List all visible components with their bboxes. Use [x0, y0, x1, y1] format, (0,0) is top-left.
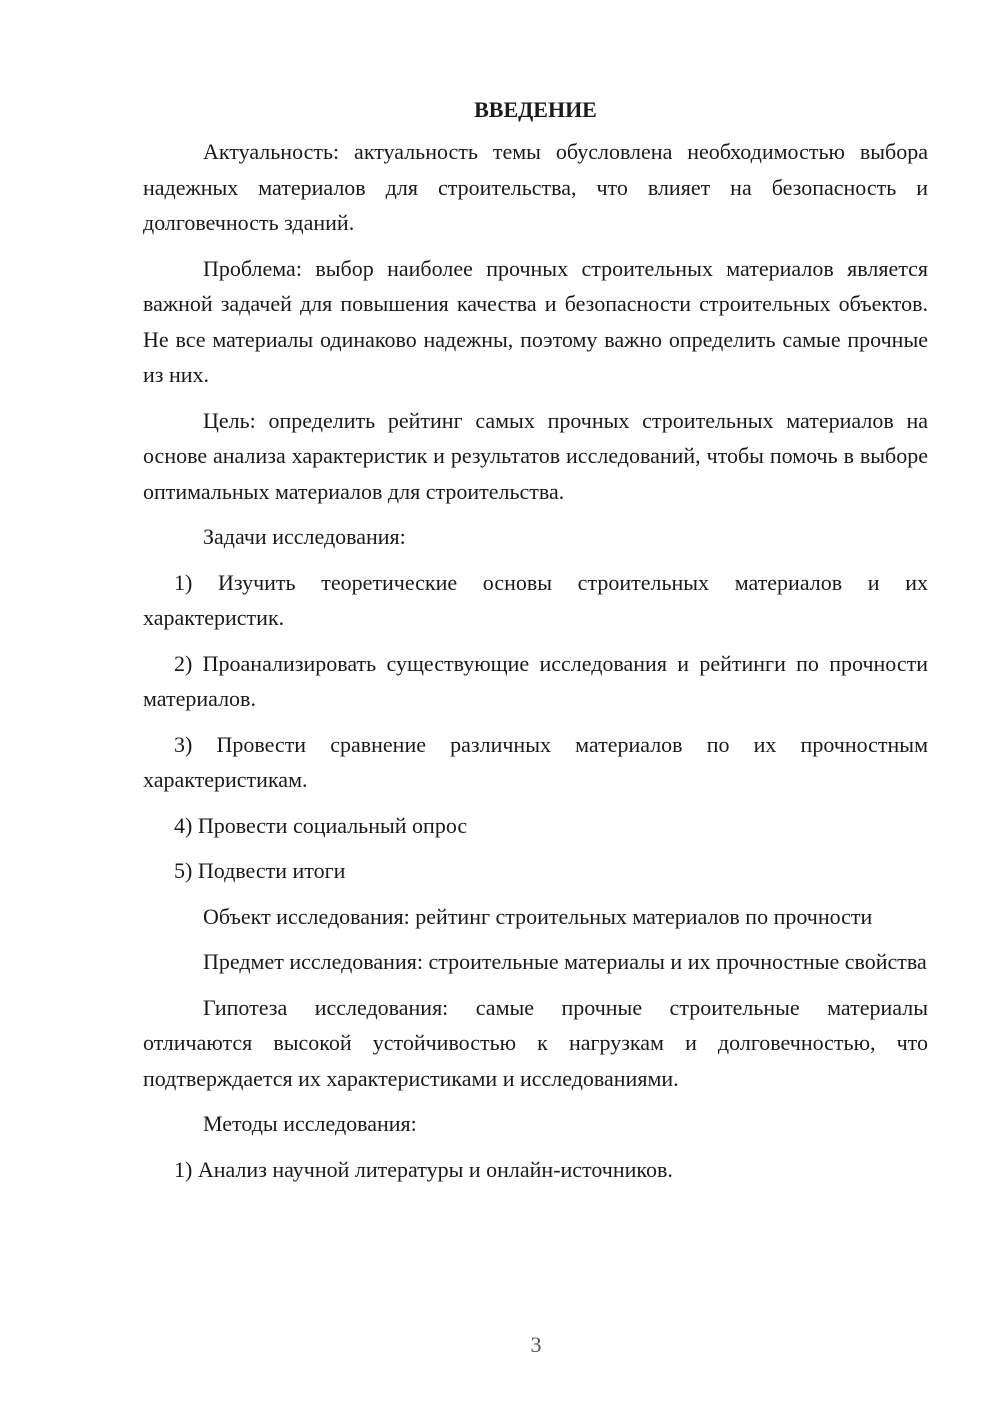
task-item-2: 2) Проанализировать существующие исследования и рейтинги по прочности материалов. — [143, 650, 928, 711]
document-page — [143, 92, 928, 1197]
tasks-heading: Задачи исследования: — [203, 524, 406, 549]
goal-paragraph: Цель: определить рейтинг самых прочных строительных материалов на основе анализа характеристик и результатов исследований, чтобы помочь в выборе оптимальных материалов для строительства. — [143, 407, 928, 504]
methods-heading: Методы исследования: — [203, 1111, 417, 1136]
relevance-paragraph: Актуальность: актуальность темы обусловлена необходимостью выбора надежных материалов для строительства, что влияет на безопасность и долговечность зданий. — [143, 139, 928, 235]
task-item-3: 3) Провести сравнение различных материалов по их прочностным характеристикам. — [143, 731, 928, 792]
task-item-4: 4) Провести социальный опрос — [174, 812, 468, 838]
page-title: ВВЕДЕНИЕ — [474, 97, 597, 122]
problem-paragraph: Проблема: выбор наиболее прочных строительных материалов является важной задачей для повышения качества и безопасности строительных объектов. Не все материалы одинаково надежны, поэтому важно определить самые прочные из них. — [143, 255, 928, 387]
page-number: 3 — [530, 1332, 542, 1357]
task-item-5: 5) Подвести итоги — [174, 858, 346, 883]
task-item-1: 1) Изучить теоретические основы строительных материалов и их характеристик. — [143, 569, 928, 630]
method-item-1: 1) Анализ научной литературы и онлайн-источников. — [174, 1156, 673, 1182]
object-paragraph: Объект исследования: рейтинг строительных материалов по прочности — [203, 903, 873, 929]
subject-paragraph: Предмет исследования: строительные материалы и их прочностные свойства — [203, 949, 927, 974]
hypothesis-paragraph: Гипотеза исследования: самые прочные строительные материалы отличаются высокой устойчивостью к нагрузкам и долговечностью, что подтверждается их характеристиками и исследованиями. — [143, 994, 928, 1091]
